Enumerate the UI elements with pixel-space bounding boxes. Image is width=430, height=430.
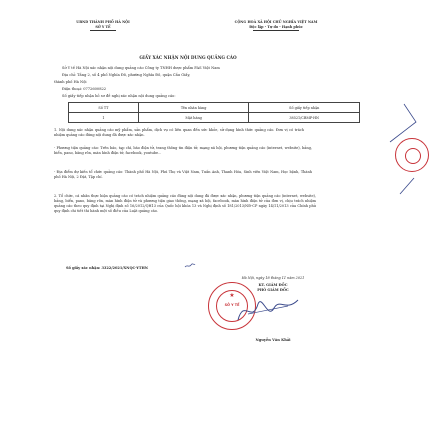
signer-name: Nguyễn Văn Khải xyxy=(255,338,291,342)
table-header-cell: Số TT xyxy=(69,103,139,113)
body-paragraph-2: - Phương tiện quảng cáo: Trên báo, tạp chí, báo điện tử, trang thông tin điện tử, mạng xã hội, phương tiện quảng cáo (internet, website), bảng, biển, pano, băng rôn, màn hình điện tử, facebook, youtube... xyxy=(54,146,312,155)
intro-line-4: Điện thoại: 0772600822 xyxy=(62,87,107,91)
margin-pen-mark-icon xyxy=(386,102,420,198)
reference-number: Số giấy xác nhận: 3322/2021/XNQC-YTHN xyxy=(66,266,148,270)
agency-line-1: UBND THÀNH PHỐ HÀ NỘI xyxy=(76,20,130,24)
table-cell: 38521/CBMP-HN xyxy=(249,113,360,123)
intro-line-1: Sở Y tế Hà Nội xác nhận nội dung quảng cáo Công ty TNHH dược phẩm FAS Việt Nam xyxy=(62,66,220,70)
nation-motto: Độc lập - Tự do - Hạnh phúc xyxy=(249,25,303,29)
intro-line-2: Địa chỉ: Tầng 2, số 4 phố Nghĩa Đô, phường Nghĩa Đô, quận Cầu Giấy, xyxy=(62,73,191,77)
table-header-cell: Số giấy tiếp nhận xyxy=(249,103,360,113)
seal-label: SỞ Y TẾ xyxy=(224,303,240,307)
body-paragraph-3: - Địa điểm dự kiến tổ chức quảng cáo: Thành phố Hà Nội, Phú Thọ và Việt Nam, Tuấn Anh, Thanh Hóa, Sinh viên Việt Nam, Học bệnh, Thành phố Hà Nội, 2 Đặt, Tập chí. xyxy=(54,170,312,179)
table-cell: Mặt hàng xyxy=(138,113,249,123)
product-table xyxy=(68,102,360,123)
confirmation-document xyxy=(48,20,386,412)
header-underline-left xyxy=(90,30,116,31)
intro-line-3: thành phố Hà Nội xyxy=(54,80,87,84)
signer-role-1: KT. GIÁM ĐỐC xyxy=(258,283,288,287)
table-header-row xyxy=(69,103,360,113)
handwritten-mark-icon xyxy=(184,263,196,269)
table-header-cell: Tên nhãn hàng xyxy=(138,103,249,113)
handwritten-signature-icon xyxy=(234,290,304,328)
table-cell: 1 xyxy=(69,113,139,123)
body-paragraph-1: 1. Nội dung xác nhận quảng cáo mỹ phẩm, sản phẩm, dịch vụ có liên quan đến sức khỏe, sử dụng hình thức quảng cáo. Đơn vị có trách nhiệm quảng cáo đúng nội dung đã được xác nhận. xyxy=(54,128,304,137)
issue-date: Hà Nội, ngày 18 tháng 11 năm 2021 xyxy=(241,276,305,280)
nation-title: CỘNG HOÀ XÃ HỘI CHỦ NGHĨA VIỆT NAM xyxy=(234,20,318,24)
table-row xyxy=(69,113,360,123)
agency-line-2: SỞ Y TẾ xyxy=(95,25,111,29)
signer-role-2: PHÓ GIÁM ĐỐC xyxy=(257,288,289,292)
document-title: GIẤY XÁC NHẬN NỘI DUNG QUẢNG CÁO xyxy=(139,55,237,60)
body-paragraph-4: 2. Tổ chức, cá nhân thực hiện quảng cáo có trách nhiệm quảng cáo đúng nội dung đã được xác nhận, phương tiện quảng cáo (internet, website), bảng, biển, pano, băng rôn, màn hình điện tử và phương tiện giao thông, mạng xã hội, facebook, màn hình điện tử của đơn vị, chịu trách nhiệm quảng cáo theo quy định tại Nghị định số 16/2012/QH13 của Quốc hội khóa 13 và Nghị định số 181/2013/NĐ-CP ngày 14/11/2013 của Chính phủ quy định chi tiết thi hành một số điều của Luật quảng cáo. xyxy=(54,194,316,213)
header-underline-right xyxy=(253,30,299,31)
intro-line-5: Số giấy tiếp nhận hồ sơ đề nghị xác nhận nội dung quảng cáo: xyxy=(62,94,176,98)
seal-star-icon: ★ xyxy=(229,292,235,299)
